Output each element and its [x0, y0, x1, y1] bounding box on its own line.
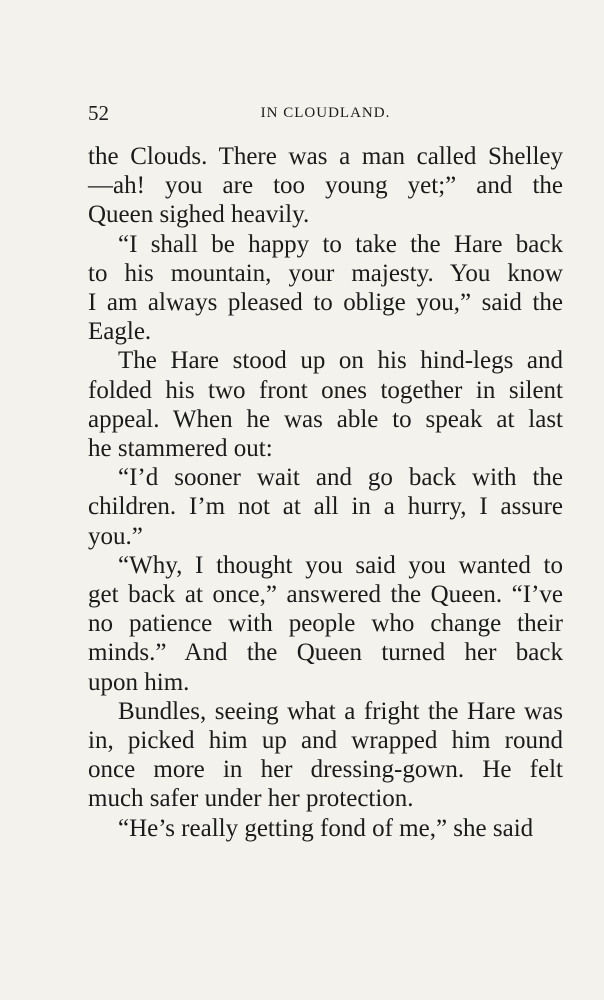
page-number: 52 [88, 101, 109, 125]
text-line: “Why, I thought you said you wanted to [118, 551, 563, 579]
text-line: Eagle. [88, 318, 152, 346]
text-line: appeal. When he was able to speak at last [88, 405, 563, 433]
text-line: I am always pleased to oblige you,” said the [88, 289, 563, 317]
text-line: no patience with people who change their [88, 610, 563, 638]
text-line: folded his two front ones together in silent [88, 376, 563, 404]
text-line: get back at once,” answered the Queen. “I’ve [88, 581, 563, 609]
text-line: to his mountain, your majesty. You know [88, 259, 563, 287]
text-line: the Clouds. There was a man called Shelley [88, 143, 563, 170]
text-line: “I shall be happy to take the Hare back [118, 230, 563, 258]
text-line: much safer under her protection. [88, 785, 414, 813]
text-line: “He’s really getting fond of me,” she said [118, 814, 534, 842]
text-line: Bundles, seeing what a fright the Hare was [118, 697, 563, 725]
text-line: upon him. [88, 668, 190, 696]
body-text [88, 142, 563, 843]
running-head [88, 101, 563, 131]
text-line: you.” [88, 522, 143, 550]
text-line: “I’d sooner wait and go back with the [118, 464, 563, 492]
text-line: in, picked him up and wrapped him round [88, 727, 563, 755]
text-line: he stammered out: [88, 435, 273, 463]
text-line: The Hare stood up on his hind-legs and [118, 347, 563, 375]
text-line: once more in her dressing-gown. He felt [88, 756, 563, 784]
text-line: —ah! you are too young yet;” and the [88, 172, 563, 200]
text-line: Queen sighed heavily. [88, 201, 310, 229]
text-line: children. I’m not at all in a hurry, I assure [88, 493, 563, 521]
text-line: minds.” And the Queen turned her back [88, 639, 563, 667]
running-title: IN CLOUDLAND. [260, 105, 391, 121]
